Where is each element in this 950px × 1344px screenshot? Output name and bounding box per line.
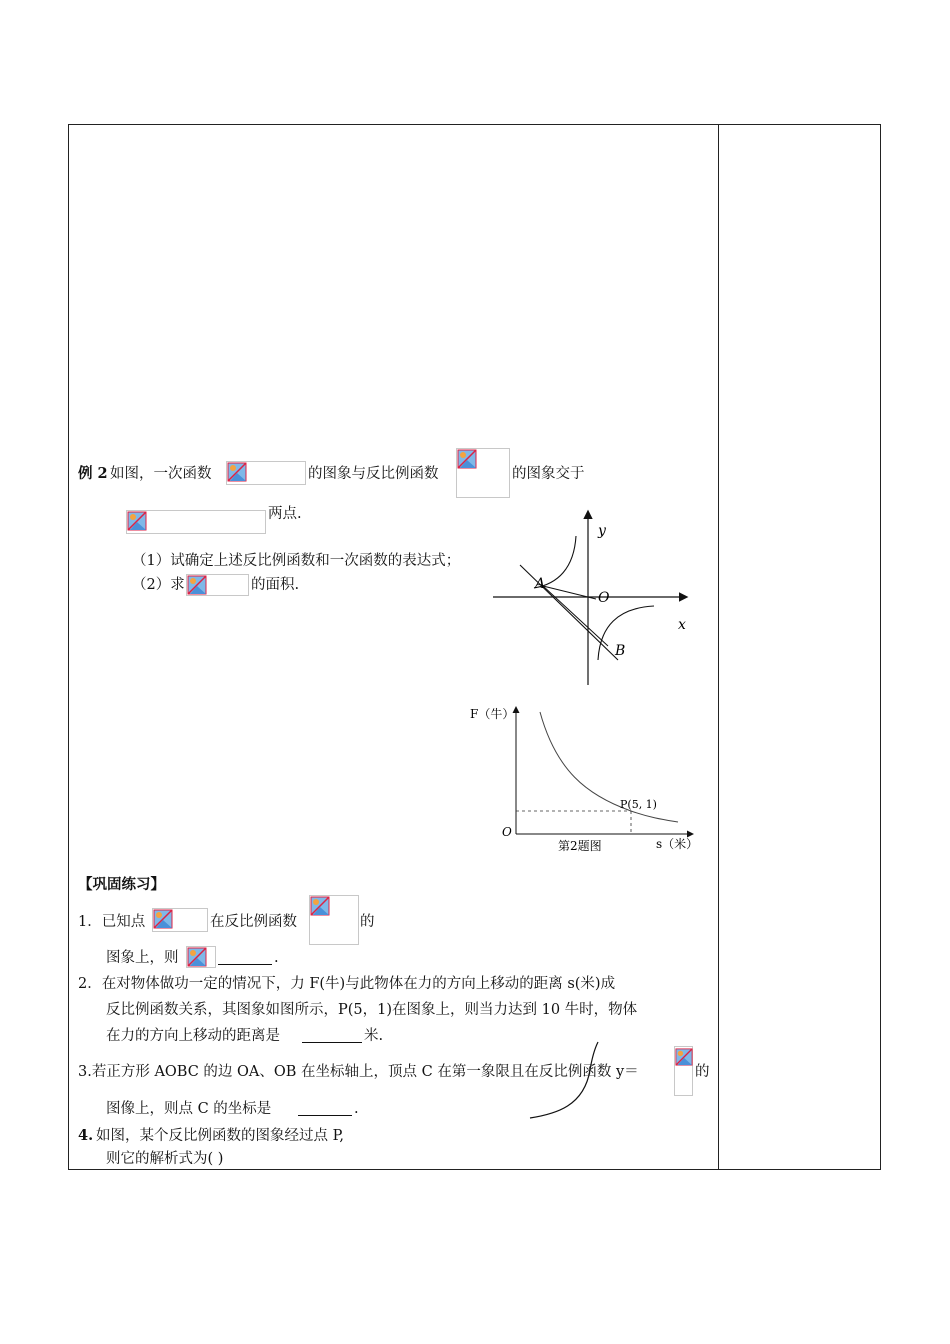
y-axis-label: y	[598, 523, 606, 539]
practice-q3-line-1b: 的	[695, 1064, 710, 1080]
practice-q3-line-2b: .	[354, 1101, 359, 1117]
table-column-divider	[718, 124, 719, 1170]
broken-image-icon	[675, 1047, 693, 1067]
practice-q2-line-2: 反比例函数关系，其图象如图所示，P(5，1)在图象上，则当力达到 10 牛时，物体	[106, 1002, 638, 1018]
example-text-4: 两点.	[268, 506, 302, 522]
broken-image-icon	[187, 575, 207, 595]
formula-image-k	[186, 946, 216, 968]
practice-q1-text-d: 图象上，则	[106, 950, 179, 966]
practice-q1-text-b: 在反比例函数	[210, 914, 297, 930]
q4-hyperbola-sketch	[526, 1040, 606, 1126]
practice-heading: 【巩固练习】	[78, 876, 165, 893]
answer-blank-2[interactable]	[302, 1026, 362, 1043]
example-question-1: （1）试确定上述反比例函数和一次函数的表达式；	[132, 553, 461, 569]
practice-q2-line-3b: 米.	[364, 1028, 384, 1044]
practice-q2-line-3a: 在力的方向上移动的距离是	[106, 1028, 280, 1044]
point-b-label: B	[615, 643, 626, 659]
example-text-1: 如图，一次函数	[110, 466, 212, 482]
broken-image-icon	[187, 947, 207, 967]
example-question-2a: （2）求	[132, 577, 185, 593]
broken-image-icon	[457, 449, 477, 469]
formula-image-points	[126, 510, 266, 534]
practice-q4-line-2: 则它的解析式为( )	[106, 1151, 224, 1167]
formula-image-inverse	[456, 448, 510, 498]
formula-image-triangle	[186, 574, 249, 596]
formula-image-linear	[226, 461, 306, 485]
practice-q1-text-a: 1．已知点	[78, 914, 146, 930]
broken-image-icon	[310, 896, 330, 916]
broken-image-icon	[153, 909, 173, 929]
example-question-2b: 的面积.	[251, 577, 300, 593]
practice-q1-text-c: 的	[360, 914, 375, 930]
practice-q4-number: 4.	[78, 1127, 94, 1144]
figure-caption: 第2题图	[558, 839, 602, 853]
broken-image-icon	[127, 511, 147, 531]
force-distance-graph	[466, 700, 698, 860]
formula-image-fraction	[674, 1046, 693, 1096]
point-a-label: A	[535, 576, 546, 592]
x-axis-label: x	[678, 617, 686, 633]
origin-label: O	[598, 590, 610, 606]
hyperbola-branch-lower	[598, 606, 654, 660]
inverse-curve	[540, 712, 678, 822]
practice-q2-line-1: 2．在对物体做功一定的情况下，力 F(牛)与此物体在力的方向上移动的距离 s(米)成	[78, 976, 616, 992]
point-p-label: P(5, 1)	[620, 798, 657, 811]
broken-image-icon	[227, 462, 247, 482]
practice-q4-line-1: 如图，某个反比例函数的图象经过点 P,	[96, 1128, 345, 1144]
example-text-2: 的图象与反比例函数	[308, 466, 439, 482]
formula-image-point	[152, 908, 208, 932]
formula-image-function	[309, 895, 359, 945]
example-text-3: 的图象交于	[512, 466, 585, 482]
s-axis-label: s（米）	[656, 837, 698, 851]
f-axis-label: F（牛）	[470, 707, 515, 721]
example-label: 例 2	[78, 465, 108, 482]
hyperbola-curve	[530, 1042, 598, 1118]
practice-q1-text-e: .	[274, 950, 279, 966]
practice-q3-line-2a: 图像上，则点 C 的坐标是	[106, 1101, 272, 1117]
origin-label: O	[502, 825, 512, 839]
answer-blank-1[interactable]	[218, 948, 272, 965]
practice-q3-line-1a: 3.若正方形 AOBC 的边 OA、OB 在坐标轴上，顶点 C 在第一象限且在反比例函数 y＝	[78, 1064, 639, 1080]
hyperbola-line-graph	[488, 508, 693, 688]
answer-blank-3[interactable]	[298, 1099, 352, 1116]
